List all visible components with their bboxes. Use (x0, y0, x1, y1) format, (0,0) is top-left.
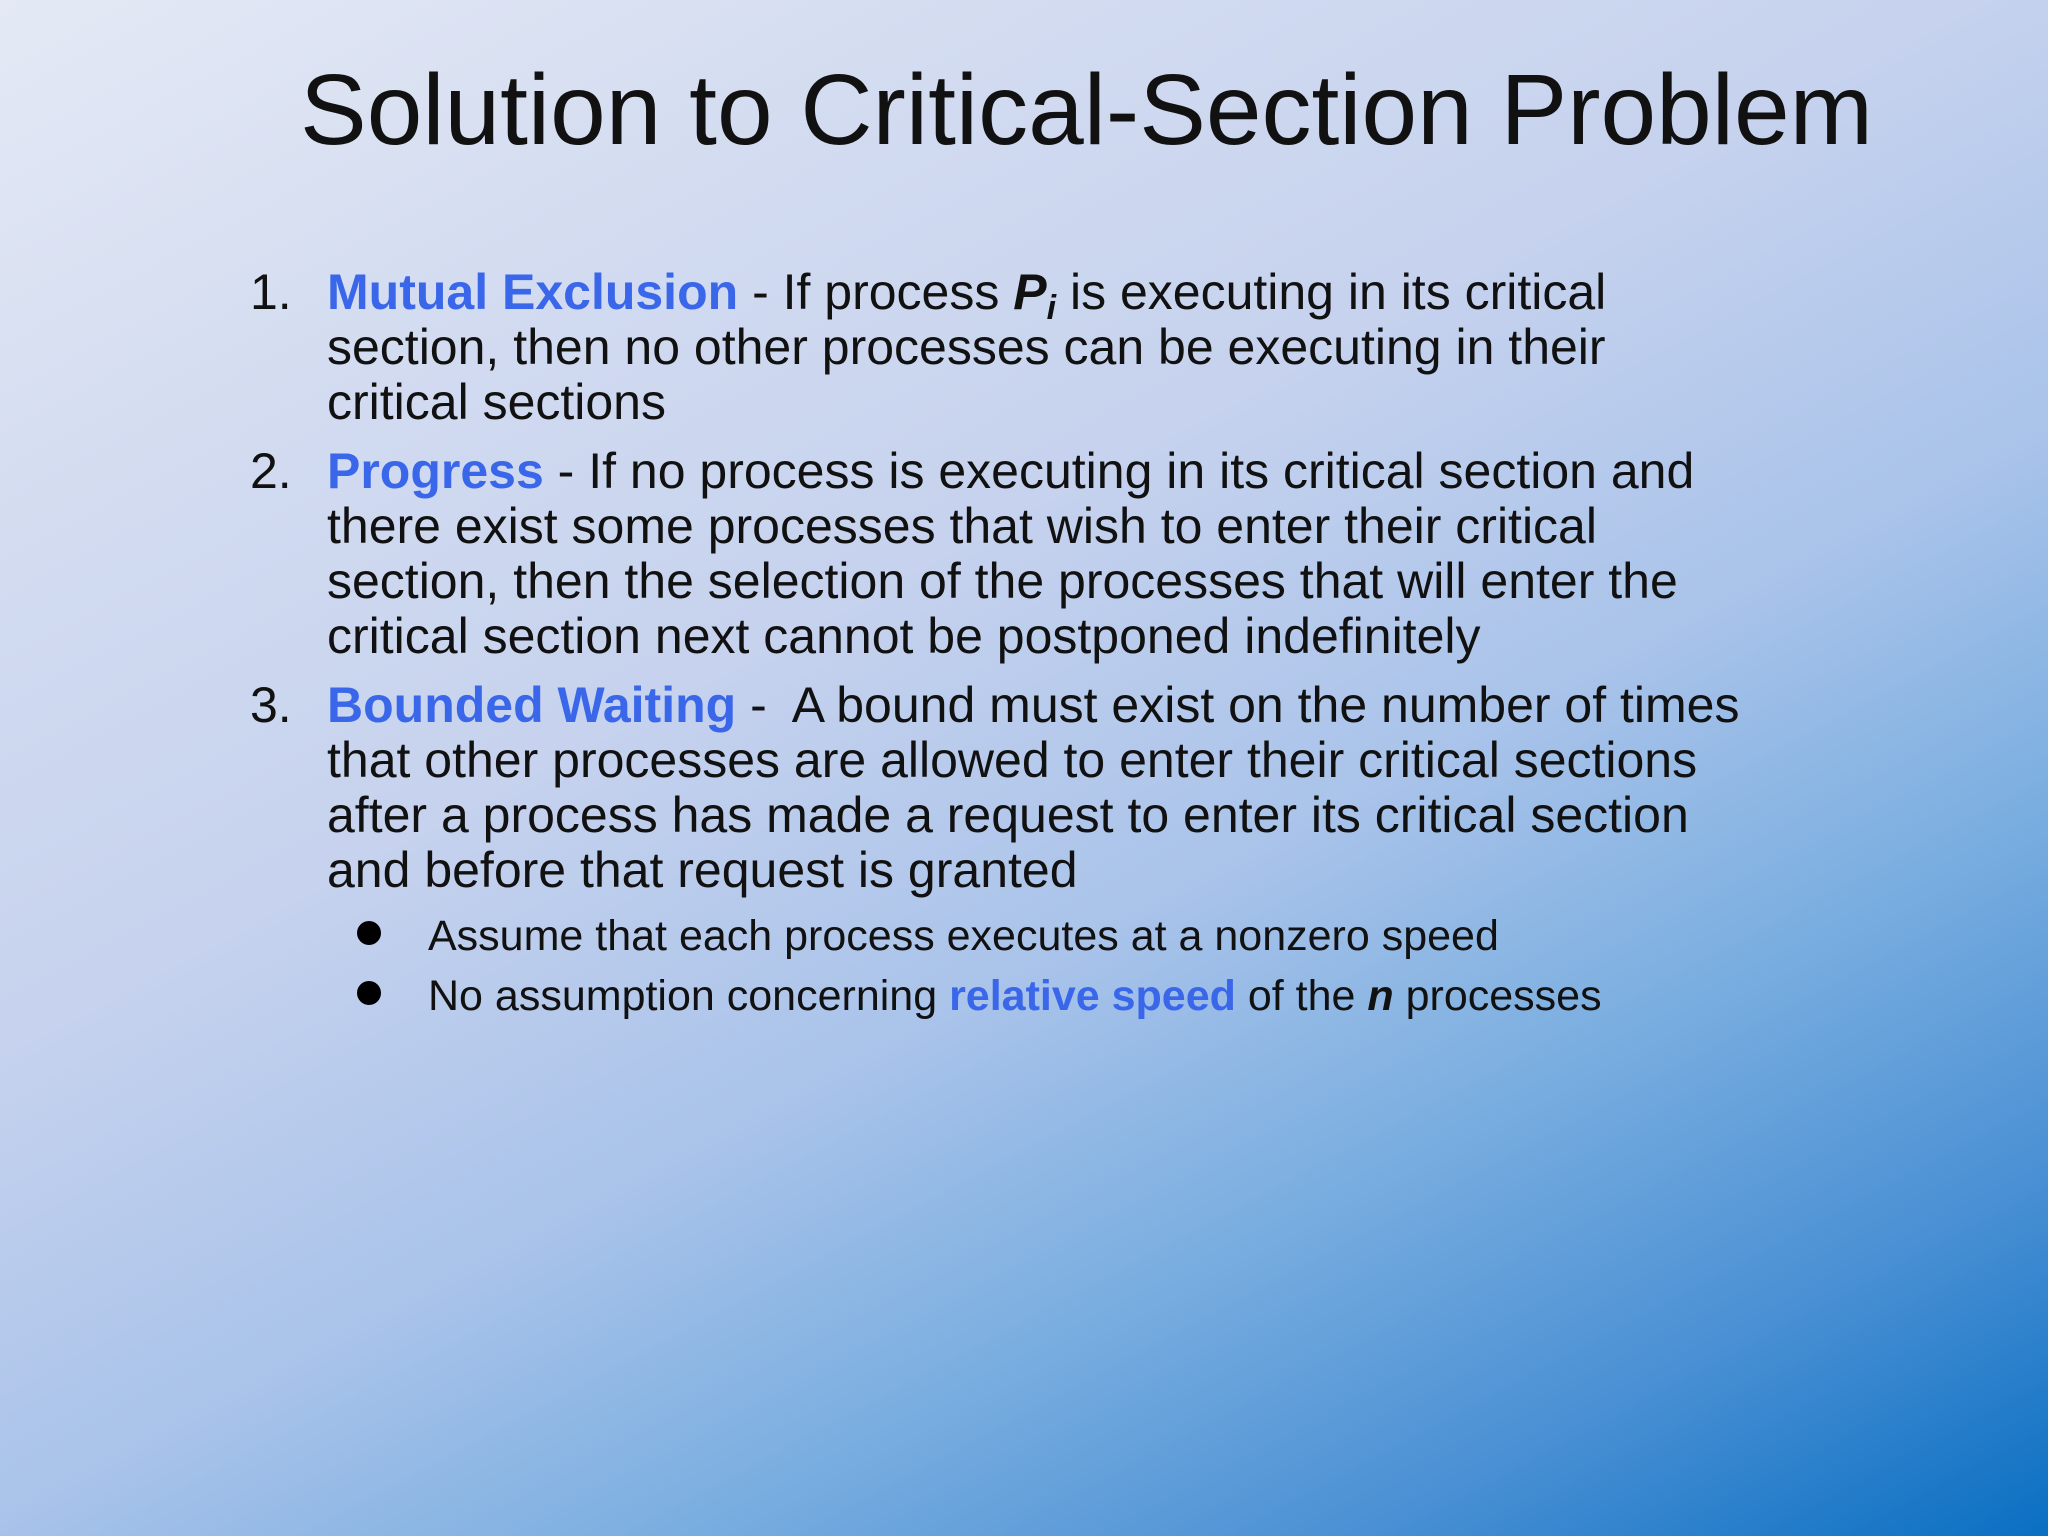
bullet-text: Assume that each process executes at a nonzero speed (428, 912, 1499, 960)
list-item-progress (250, 444, 1750, 664)
bullet-dot-icon (357, 921, 381, 945)
variable-n: n (1367, 972, 1394, 1020)
slide-title: Solution to Critical-Section Problem (300, 54, 1873, 166)
item-text-continued: is executing in its critical section, then no other processes can be executing in their critical sections (327, 264, 1607, 430)
bullet-text-end: processes (1393, 972, 1602, 1020)
item-text: - If no process is executing in its critical section and there exist some processes that wish to enter their critical section, then the selection of the processes that will enter the critical section next cannot be postponed indefinitely (327, 443, 1695, 664)
term-bounded-waiting: Bounded Waiting (327, 677, 737, 733)
list-item-bounded-waiting (250, 677, 1754, 1026)
variable-subscript: i (1046, 289, 1057, 327)
criteria-list (250, 264, 1754, 1040)
variable-name: P (1013, 264, 1047, 320)
item-number: 3. (250, 677, 292, 733)
term-relative-speed: relative speed (949, 972, 1236, 1020)
item-number: 1. (250, 264, 292, 320)
bullet-text: No assumption concerning (428, 972, 950, 1020)
bullet-dot-icon (357, 981, 381, 1005)
bullet-text-middle: of the (1235, 972, 1368, 1020)
item-text: - A bound must exist on the number of times that other processes are allowed to enter their critical sections after a process has made a request to enter its critical section and before that request is granted (327, 677, 1754, 898)
list-item-mutual-exclusion (250, 265, 1750, 430)
sub-bullet-relative-speed (327, 966, 1750, 1026)
term-progress: Progress (327, 443, 544, 499)
item-text: - If process (738, 264, 1014, 320)
process-variable (1013, 264, 1057, 327)
sub-bullet-nonzero-speed (327, 906, 1750, 966)
term-mutual-exclusion: Mutual Exclusion (327, 264, 739, 320)
sub-bullet-list (327, 906, 1750, 1026)
item-number: 2. (250, 443, 292, 499)
